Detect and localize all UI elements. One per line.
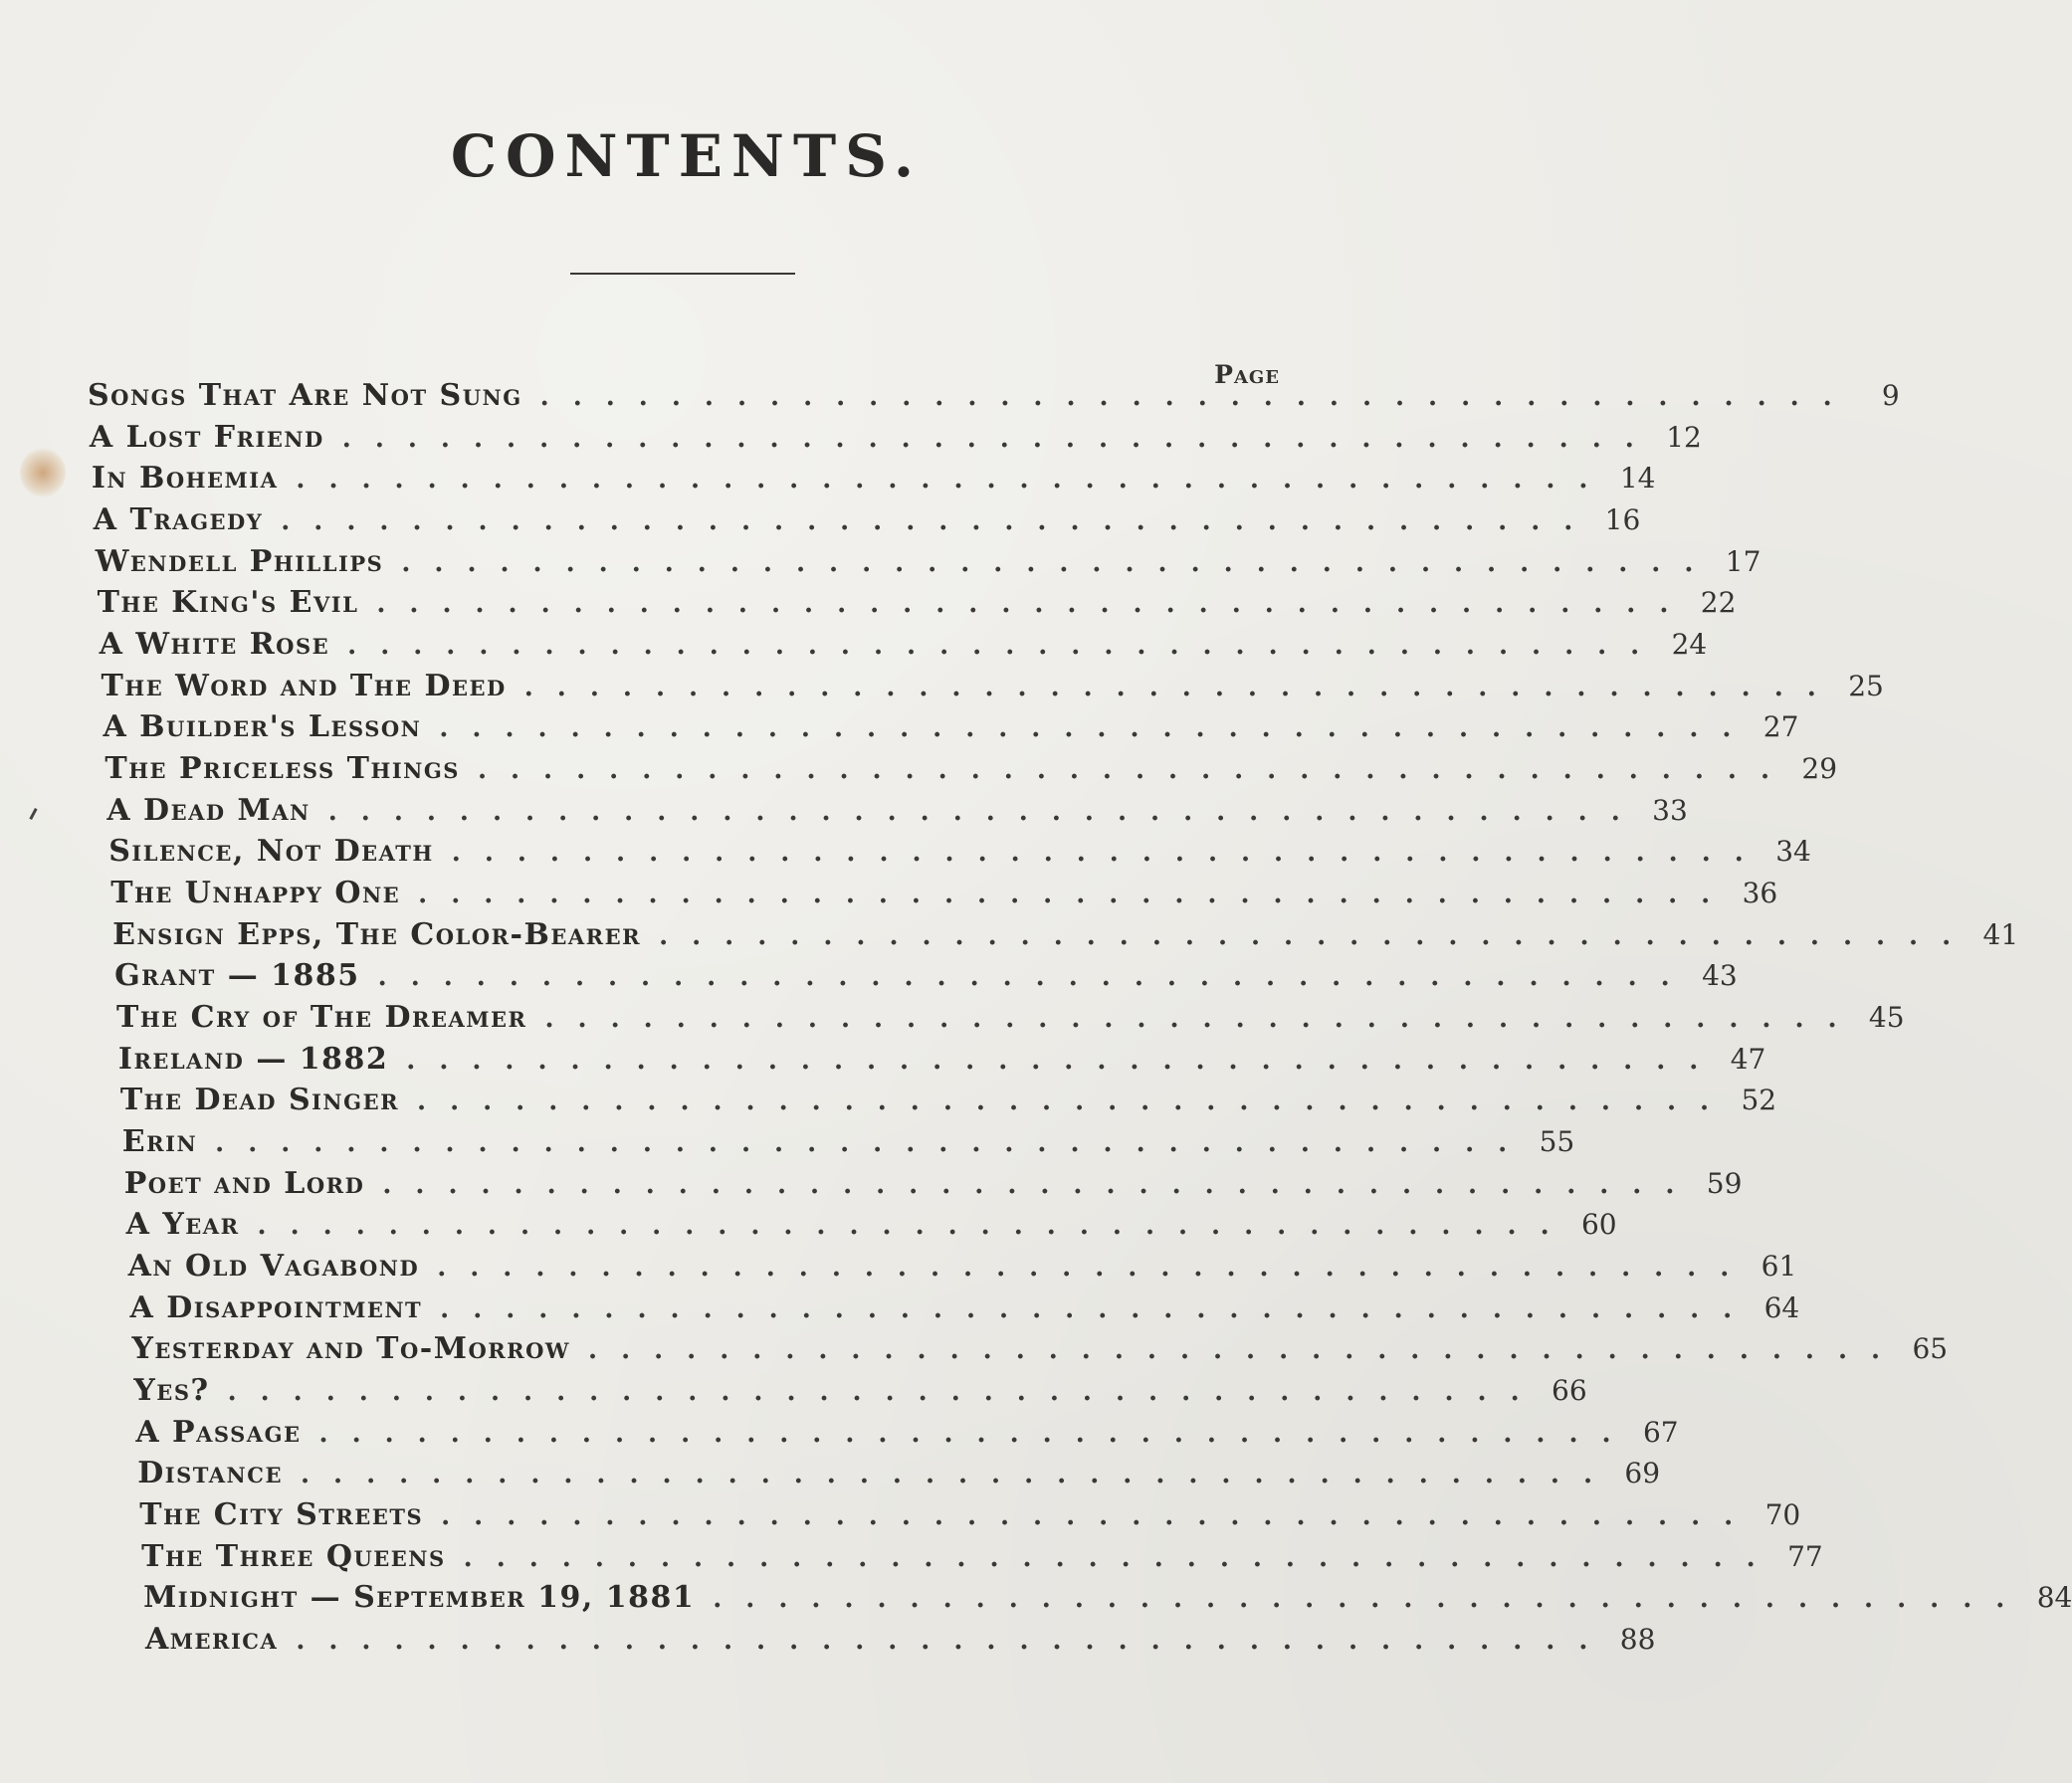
toc-entry-title: Poet and Lord <box>123 1165 365 1201</box>
toc-entry-page-number: 24 <box>1671 628 1708 661</box>
toc-entry <box>129 1288 1800 1329</box>
toc-entry <box>143 1577 2072 1619</box>
page-title: CONTENTS. <box>450 122 924 190</box>
toc-entry <box>137 1453 1661 1494</box>
toc-entry <box>117 1039 1766 1081</box>
toc-entry <box>97 582 1737 624</box>
toc-entry <box>139 1494 1801 1536</box>
toc-entry-title: A White Rose <box>99 627 330 662</box>
toc-entry-page-number: 45 <box>1868 1001 1905 1034</box>
toc-entry-title: A Tragedy <box>93 502 264 537</box>
toc-entry-page-number: 14 <box>1619 462 1656 495</box>
toc-entry-title: America <box>145 1622 279 1657</box>
toc-entry-page-number: 33 <box>1652 793 1688 827</box>
dot-leader: ........................................ <box>341 423 1658 454</box>
dot-leader: ........................................ <box>440 1293 1757 1324</box>
toc-entry <box>110 873 1778 914</box>
toc-entry <box>88 375 1900 417</box>
toc-entry-page-number: 88 <box>1619 1623 1656 1656</box>
dot-leader: ........................................ <box>659 920 1975 951</box>
toc-entry-title: Ensign Epps, The Color-Bearer <box>112 916 642 952</box>
dot-leader: ........................................ <box>437 1253 1754 1283</box>
toc-entry <box>114 955 1738 997</box>
toc-entry <box>112 914 2019 956</box>
toc-entry <box>99 624 1708 666</box>
toc-entry-title: An Old Vagabond <box>127 1249 420 1284</box>
dot-leader: ........................................ <box>318 1418 1635 1449</box>
toc-entry-title: The Dead Singer <box>119 1083 400 1118</box>
toc-entry <box>119 1080 1777 1121</box>
toc-entry <box>135 1412 1679 1454</box>
toc-entry-page-number: 41 <box>1982 917 2019 951</box>
toc-entry-title: Silence, Not Death <box>108 834 434 870</box>
dot-leader: ........................................ <box>300 1460 1617 1490</box>
toc-entry-page-number: 43 <box>1702 959 1738 993</box>
toc-entry <box>133 1370 1587 1412</box>
toc-entry-title: A Year <box>125 1207 240 1243</box>
dot-leader: ........................................ <box>406 1045 1723 1076</box>
toc-entry-page-number: 9 <box>1881 379 1900 412</box>
toc-entry-title: A Dead Man <box>106 792 311 828</box>
dot-leader: ........................................ <box>281 506 1597 536</box>
toc-entry <box>95 541 1761 583</box>
toc-entry-title: Distance <box>137 1456 283 1491</box>
toc-entry-page-number: 77 <box>1787 1539 1823 1573</box>
toc-entry-page-number: 27 <box>1762 710 1799 744</box>
toc-entry-page-number: 17 <box>1725 544 1761 578</box>
toc-entry-title: In Bohemia <box>91 461 279 496</box>
toc-entry-title: Wendell Phillips <box>95 543 384 579</box>
toc-entry-page-number: 66 <box>1552 1374 1587 1407</box>
dot-leader: ........................................ <box>523 672 1840 702</box>
toc-entry-page-number: 16 <box>1604 503 1641 536</box>
toc-entry-title: Yesterday and To-Morrow <box>131 1331 571 1367</box>
toc-entry-page-number: 64 <box>1763 1290 1800 1324</box>
dot-leader: ........................................ <box>451 838 1767 869</box>
dot-leader: ........................................ <box>382 1169 1699 1200</box>
toc-entry-title: A Disappointment <box>129 1289 423 1325</box>
toc-entry-page-number: 22 <box>1700 586 1737 620</box>
toc-entry-title: Ireland — 1882 <box>117 1041 389 1077</box>
toc-entry-page-number: 12 <box>1666 420 1702 454</box>
toc-entry <box>127 1246 1797 1288</box>
toc-entry-title: Songs That Are Not Sung <box>88 378 522 413</box>
toc-entry-page-number: 36 <box>1742 877 1778 909</box>
toc-entry-page-number: 70 <box>1764 1498 1801 1531</box>
dot-leader: ........................................ <box>296 465 1612 495</box>
toc-entry-page-number: 52 <box>1741 1084 1777 1117</box>
toc-entry <box>108 831 1811 873</box>
toc-entry-page-number: 25 <box>1848 669 1884 702</box>
dot-leader: ........................................ <box>347 631 1664 661</box>
toc-entry-title: Grant — 1885 <box>114 958 360 994</box>
page-column-label: Page <box>1214 360 1280 389</box>
dot-leader: ........................................ <box>257 1211 1573 1242</box>
toc-entry <box>89 417 1702 459</box>
dot-leader: ........................................ <box>227 1377 1544 1407</box>
toc-entry-page-number: 84 <box>2036 1581 2072 1615</box>
toc-entry-page-number: 34 <box>1775 835 1811 869</box>
toc-entry-title: A Lost Friend <box>89 419 324 455</box>
toc-entry <box>104 748 1838 790</box>
dot-leader: ........................................ <box>439 713 1756 744</box>
toc-entry-title: Yes? <box>133 1373 210 1408</box>
dot-leader: ........................................ <box>544 1004 1861 1034</box>
dot-leader: ........................................ <box>539 382 1856 412</box>
toc-entry-title: A Passage <box>135 1414 302 1450</box>
toc-entry-title: The Three Queens <box>141 1538 446 1574</box>
toc-entry-title: The Unhappy One <box>110 876 401 910</box>
toc-entry <box>106 790 1688 832</box>
toc-entry <box>145 1619 1656 1661</box>
toc-entry-page-number: 69 <box>1624 1457 1661 1490</box>
toc-entry <box>125 1204 1617 1246</box>
toc-entry-page-number: 59 <box>1706 1166 1743 1200</box>
dot-leader: ........................................ <box>296 1626 1612 1656</box>
dot-leader: ........................................ <box>401 547 1718 578</box>
toc-entry <box>91 458 1656 499</box>
dot-leader: ........................................ <box>377 962 1694 993</box>
toc-entry-title: The Cry of The Dreamer <box>116 1000 527 1035</box>
toc-entry-page-number: 29 <box>1801 752 1838 785</box>
dot-leader: ........................................ <box>376 589 1693 620</box>
dot-leader: ........................................ <box>417 1087 1734 1117</box>
toc-entry-title: The Priceless Things <box>104 751 460 786</box>
toc-entry-page-number: 47 <box>1730 1042 1766 1076</box>
toc-entry <box>93 499 1641 541</box>
toc-entry-page-number: 61 <box>1761 1250 1797 1283</box>
dot-leader: ........................................ <box>327 796 1644 827</box>
dot-leader: ........................................ <box>463 1542 1779 1573</box>
toc-entry-title: Erin <box>121 1124 198 1159</box>
toc-entry <box>141 1536 1823 1578</box>
dot-leader: ........................................ <box>477 755 1794 785</box>
toc-entry-title: Midnight — September 19, 1881 <box>143 1580 696 1616</box>
dot-leader: ........................................ <box>215 1128 1532 1158</box>
toc-entry <box>123 1163 1743 1205</box>
toc-entry-page-number: 55 <box>1539 1125 1575 1158</box>
dot-leader: ........................................ <box>418 880 1735 909</box>
toc-entry-title: The City Streets <box>139 1497 424 1532</box>
toc-entry <box>121 1121 1575 1163</box>
toc-entry-page-number: 65 <box>1912 1332 1949 1366</box>
toc-entry <box>116 997 1905 1039</box>
dot-leader: ........................................ <box>441 1501 1758 1531</box>
dot-leader: ........................................ <box>713 1584 2029 1615</box>
toc-entry-title: The Word and The Deed <box>101 668 507 703</box>
toc-entry-page-number: 60 <box>1580 1208 1617 1242</box>
toc-entry-title: A Builder's Lesson <box>103 709 422 745</box>
toc-entry <box>131 1328 1949 1370</box>
toc-entry <box>101 666 1884 707</box>
toc-entry <box>103 706 1799 748</box>
toc-entry-page-number: 67 <box>1642 1415 1679 1449</box>
dot-leader: ........................................ <box>588 1335 1905 1366</box>
toc-entry-title: The King's Evil <box>97 585 359 621</box>
